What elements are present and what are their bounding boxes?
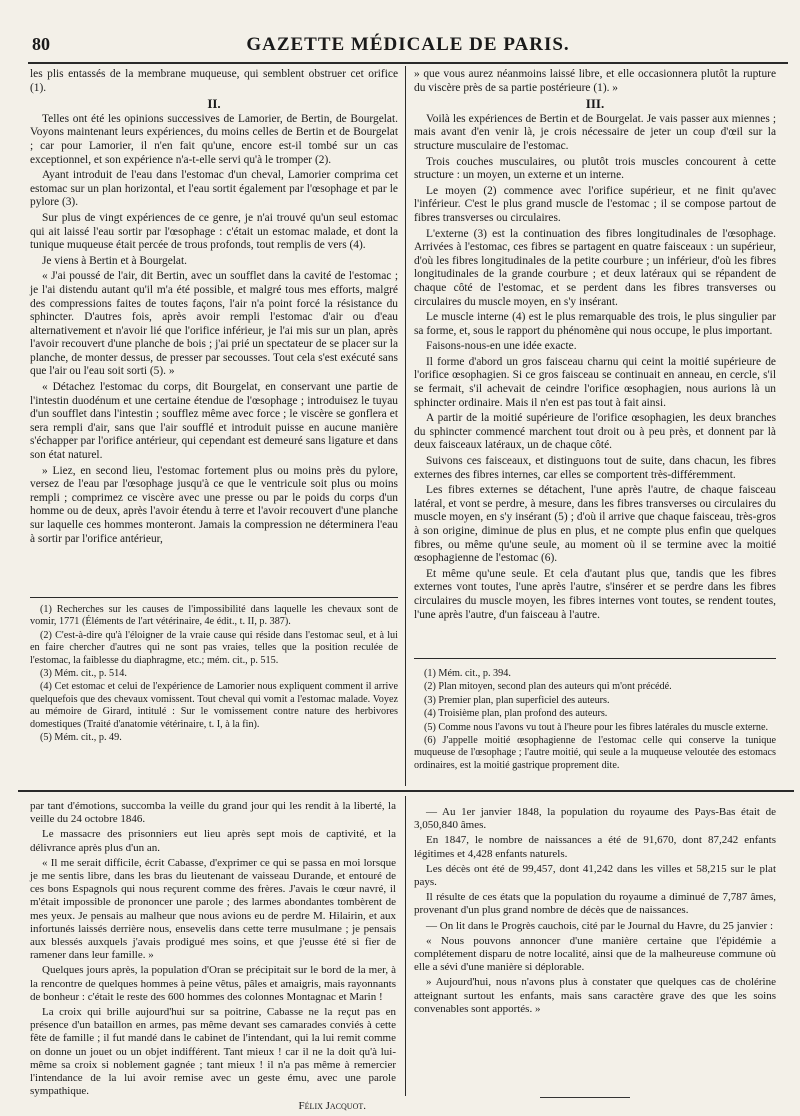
footnote: (3) Premier plan, plan superficiel des auteurs. (424, 694, 610, 706)
paragraph: — On lit dans le Progrès cauchois, cité par le Journal du Havre, du 25 janvier : (426, 919, 774, 932)
paragraph: Le moyen (2) commence avec l'orifice supérieur, et ne finit qu'avec l'inférieur. C'est le plus grand muscle de l'estomac ; il se compose partout de fibres transverses ou circulaires. (414, 184, 776, 224)
paragraph: Les fibres externes se détachent, l'une après l'autre, de chaque faisceau latéral, et vont se perdre, à mesure, dans les fibres transverses ou circulaires du muscle moyen, en s'y insérant (5) ; d'où il arrive que chaque faisceau, très-gros à son origine, diminue de plus en plus, et ne compte plus enfin que quelques fibres, ou même qu'une seule, au moment où il se termine avec la moitié œsophagienne de l'estomac (6). (414, 484, 776, 565)
paragraph: » Liez, en second lieu, l'estomac fortement plus ou moins près du pylore, versez de l'eau par l'œsophage jusqu'à ce que le ventricule soit plus ou moins rempli ; comprimez ce viscère avec une presse ou par le poids du corps d'un homme ou de deux, après l'avoir étendu à terre et l'avoir recouvert d'une planche sur laquelle ces hommes monteront. Jamais la compression ne déterminera l'eau à sortir par l'orifice antérieur, (30, 464, 398, 545)
paragraph: En 1847, le nombre de naissances a été de 91,670, dont 87,242 enfants légitimes et 4,428 enfants naturels. (414, 834, 776, 860)
paragraph: Je viens à Bertin et à Bourgelat. (42, 254, 187, 267)
paragraph: » que vous aurez néanmoins laissé libre, et elle occasionnera plutôt la rupture du viscère près de sa partie postérieure (1). » (414, 68, 776, 94)
paragraph: Quelques jours après, la population d'Oran se précipitait sur le bord de la mer, à la rencontre de quelques hommes à peine vêtus, pâles et amaigris, mais rayonnants de bonheur : c'était le reste des 600 hommes des colonnes Montagnac et Marin ! (30, 964, 396, 1003)
footnote: (6) J'appelle moitié œsophagienne de l'estomac celle qui conserve la tunique muqueuse de l'œsophage ; l'autre moitié, qui seule a la muqueuse veloutée des estomacs ordinaires, est la moitié gastrique proprement dite. (414, 735, 776, 771)
footnote: (5) Comme nous l'avons vu tout à l'heure pour les fibres latérales du muscle externe. (424, 721, 769, 733)
paragraph: » Aujourd'hui, nous n'avons plus à constater que quelques cas de cholérine atteignant surtout les enfants, mais sans caractère grave des que les soins convenables sont apportés. » (414, 976, 776, 1015)
paragraph: « Nous pouvons annoncer d'une manière certaine que l'épidémie a complétement disparu de notre localité, ainsi que de la malheureuse commune où elle a sévi d'une manière si déplorable. (414, 934, 776, 974)
footnote-rule-left (30, 597, 398, 598)
paragraph: Il résulte de ces états que la population du royaume a diminué de 7,787 âmes, provenant d'un plus grand nombre de décès que de naissances. (414, 891, 776, 917)
footnote: (4) Cet estomac et celui de l'expérience de Lamorier nous expliquent comment il arrive quelquefois que des chevaux vomissent. Tout cheval qui vomit a l'estomac malade. Voyez au mémoire de Girard, intitulé : Sur le vomissement contre nature des herbivores domestiques (Traité d'anatomie vétérinaire, t. I, à la fin). (30, 681, 398, 730)
paragraph: Le muscle interne (4) est le plus remarquable des trois, le plus singulier par sa forme, et, sous le rapport du phénomène qui nous occupe, le plus important. (414, 311, 776, 337)
paragraph: Sur plus de vingt expériences de ce genre, je n'ai trouvé qu'un seul estomac qui ait laissé l'eau sortir par l'œsophage : c'était un estomac malade, et dont la tunique muqueuse était percée de trous profonds, tout remplis de vers (4). (30, 211, 398, 252)
paragraph: Trois couches musculaires, ou plutôt trois muscles concourent à cette structure : un moyen, un externe et un interne. (414, 155, 776, 182)
page-header (28, 32, 788, 64)
left-column (30, 68, 398, 548)
section-heading: III. (585, 96, 605, 112)
paragraph: Faisons-nous-en une idée exacte. (426, 340, 577, 353)
footnote: (1) Recherches sur les causes de l'impossibilité dans laquelle les chevaux sont de vomir, 1771 (Éléments de l'art vétérinaire, 4e édit., t. II, p. 387). (30, 604, 398, 628)
right-footnotes (414, 668, 776, 773)
paragraph: les plis entassés de la membrane muqueuse, qui semblent obstruer cet orifice (1). (30, 68, 398, 94)
paragraph: Telles ont été les opinions successives de Lamorier, de Bertin, de Bourgelat. Voyons maintenant leurs expériences, du moins celles de Bertin et de Bourgelat ; car pour Lamorier, il n'en fait qu'une, encore est-il tombé sur un cas exceptionnel, et son expérience n'a-t-elle servi qu'à le tromper (2). (30, 112, 398, 166)
paragraph: Voilà les expériences de Bertin et de Bourgelat. Je vais passer aux miennes ; mais avant d'en venir là, je crois nécessaire de jeter un coup d'œil sur la structure musculaire de l'estomac. (414, 112, 776, 152)
footnote: (1) Mém. cit., p. 394. (424, 668, 511, 679)
end-rule (540, 1097, 630, 1098)
paragraph: par tant d'émotions, succomba la veille du grand jour qui les rendit à la liberté, la veille du 24 octobre 1846. (30, 800, 396, 826)
paragraph: Et même qu'une seule. Et cela d'autant plus que, tandis que les fibres externes vont toutes, l'une après l'autre, s'insérer et se perdre dans les fibres circulaires du muscle moyen, les fibres internes vont toutes, se rendent toutes, l'une après l'autre, d'un faisceau à l'autre. (414, 567, 776, 621)
footnote: (2) Plan mitoyen, second plan des auteurs qui m'ont précédé. (424, 681, 672, 693)
journal-title: GAZETTE MÉDICALE DE PARIS. (246, 34, 570, 55)
paragraph: A partir de la moitié supérieure de l'orifice œsophagien, les deux branches du sphincter commencé marchent tout droit ou à peu près, et donnent par là deux faisceaux latéraux, un de chaque côté. (414, 412, 776, 452)
header-rule (28, 62, 788, 64)
paragraph: « Détachez l'estomac du corps, dit Bourgelat, en conservant une partie de l'intestin duodénum et une certaine étendue de l'œsophage ; introduisez le tuyau d'un soufflet dans l'intestin ; soufflez même avec force ; le viscère se gonflera et sera rempli d'air, sans que l'air soufflé et introduit puisse en aucune manière s'échapper par l'orifice antérieur, qui cependant est demeuré sans ligature et dans son état naturel. (30, 381, 398, 462)
footnote: (4) Troisième plan, plan profond des auteurs. (424, 708, 608, 720)
signature: Félix Jacquot. (298, 1100, 366, 1113)
feuilleton-left (30, 800, 396, 1116)
paragraph: Il forme d'abord un gros faisceau charnu qui ceint la moitié supérieure de l'orifice œsophagien. Si ce gros faisceau se continuait en anneau, en cercle, s'il se fermait, s'il achevait de ceindre l'orifice œsophagien, nous aurions là un sphincter ordinaire. Mais il n'en est pas tout à fait ainsi. (414, 355, 776, 409)
paragraph: Suivons ces faisceaux, et distinguons tout de suite, dans chacun, les fibres externes des fibres internes, car elles se comportent très-différemment. (414, 455, 776, 481)
footnote-rule-right (414, 658, 776, 659)
paragraph: La croix qui brille aujourd'hui sur sa poitrine, Cabasse ne la reçut pas en présence d'un bataillon en armes, pas même devant ses camarades conviés à cette fête de famille ; il fut mandé dans le cabinet de l'intendant, qui la lui remit comme on donne un jouet ou un objet indifférent. Tant mieux ! car il ne la doit qu'à lui-même sa croix si noblement gagnée ; tant mieux ! il n'a pas même à remercier l'intendance de la lui avoir remise avec un geste ému, avec une parole sympathique. (30, 1006, 396, 1098)
footnote: (5) Mém. cit., p. 49. (40, 732, 122, 744)
paragraph: Les décès ont été de 99,457, dont 41,242 dans les villes et 58,215 sur le plat pays. (414, 862, 776, 889)
section-heading: II. (207, 96, 221, 112)
paragraph: Le massacre des prisonniers eut lieu après sept mois de captivité, et la délivrance après plus d'un an. (30, 828, 396, 854)
page-number: 80 (32, 34, 50, 54)
paragraph: — Au 1er janvier 1848, la population du royaume des Pays-Bas était de 3,050,840 âmes. (414, 806, 776, 832)
feuilleton-rule (18, 790, 794, 792)
paragraph: « J'ai poussé de l'air, dit Bertin, avec un soufflet dans la cavité de l'estomac ; je l'ai distendu autant qu'il m'a été possible, et malgré tous mes efforts, malgré des compressions faites de toutes façons, l'air n'a point forcé la résistance du sphincter. D'autres fois, après avoir rempli l'estomac d'air ou d'eau alternativement et n'avoir lié que l'orifice inférieur, je l'ai mis sur un plan, après l'avoir recouvert d'une planche de bois ; j'ai prié un spectateur de se placer sur la planche, de monter dessus, de presser par secousses. Tout cela s'est exécuté sans que l'air ou l'eau soit sorti (5). » (30, 270, 398, 378)
left-footnotes (30, 604, 398, 745)
right-column (414, 68, 776, 624)
footnote: (3) Mém. cit., p. 514. (40, 668, 127, 680)
footnote: (2) C'est-à-dire qu'à l'éloigner de la vraie cause qui réside dans l'estomac seul, et à lui en faire chercher d'autres qui ne sont pas vraies, telles que la position reculée de l'estomac, la faiblesse du diaphragme, etc.; mém. cit., p. 515. (30, 629, 398, 666)
paragraph: « Il me serait difficile, écrit Cabasse, d'exprimer ce qui se passa en moi lorsque je me sentis libre, dans les bras du lieutenant de vaisseau Durande, et entouré de ces bons Espagnols qui nous reçurent comme des frères. J'avais le cœur navré, il m'était impossible de prononcer une parole ; des larmes abondantes tombèrent de mes yeux. Je pensais au malheur que nous avions eu de perdre M. Hilairin, et aux infortunés laissés derrière nous, ensevelis dans cette terre musulmane ; je pensais aux blessés auxquels j'avais prodigué mes soins, et que j'eusse été si fier de ramener dans leur famille. » (30, 856, 396, 962)
column-divider-bottom (405, 796, 406, 1096)
paragraph: Ayant introduit de l'eau dans l'estomac d'un cheval, Lamorier comprima cet estomac sur un plan horizontal, et l'eau sortit également par l'œsophage et par le pylore (3). (30, 169, 398, 209)
paragraph: L'externe (3) est la continuation des fibres longitudinales de l'œsophage. Arrivées à l'estomac, ces fibres se partagent en quatre faisceaux : un supérieur, d'où les fibres longitudinales de la petite courbure ; un inférieur, d'où les fibres longitudinales de la grande courbure ; et deux latéraux qui se répandent de chaque côté de l'estomac, et se perdent dans les fibres transverses ou circulaires du muscle moyen, en s'y insérant. (414, 227, 776, 308)
column-divider-top (405, 66, 406, 786)
news-right (414, 806, 776, 1018)
